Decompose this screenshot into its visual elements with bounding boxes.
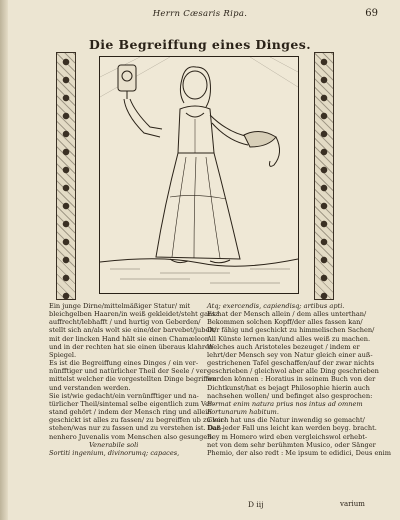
verse-line: Sortiti ingenium, divinorumq; capaces, — [49, 448, 180, 457]
signature-mark: D iij — [248, 500, 264, 509]
text-line: gestrichenen Tafel geschaffen/auf der zwar nichts — [207, 359, 375, 368]
text-line: werden können : Horatius in seinem Buch von der — [207, 375, 376, 384]
page-number: 69 — [365, 8, 378, 19]
catchword: varium — [340, 500, 365, 508]
text-line: Daß jeder Fall uns leicht kan werden beyg. bracht. — [207, 424, 377, 433]
running-head: Herrn Cæsaris Ripa. — [152, 9, 248, 19]
verse-line: Format enim natura prius nos intus ad omnem — [207, 399, 363, 408]
text-line: Es hat der Mensch allein / dem alles unterthan/ — [207, 310, 367, 319]
text-line: stellt sich an/als wolt sie eine/der barvebet/jubelt/ — [49, 326, 217, 335]
text-line: nünfftiger und natürlicher Theil der Seele / ver- — [49, 367, 209, 376]
text-column-left — [49, 302, 226, 457]
text-line: Welches auch Aristoteles bezeuget / indem er — [207, 342, 360, 351]
text-line: mit der lincken Hand hält sie einen Chamæleon — [49, 334, 210, 343]
text-line: Es ist die Begreiffung eines Dinges / ein ver- — [49, 359, 199, 368]
text-line: stehen/was nur zu fassen und zu verstehen ist. Dan- — [49, 424, 224, 433]
text-line: Sie ist/wie gedacht/ein vernünfftiger und na- — [49, 391, 199, 400]
plate-title: Die Begreiffung eines Dinges. — [89, 37, 311, 52]
text-line: Bey m Homero wird eben vergleichswol erhebt- — [207, 432, 368, 441]
ornamental-border-left — [56, 52, 76, 300]
text-line: bleichgelben Haaren/in weiß gekleidet/steht gantz — [49, 310, 219, 319]
verse-line: Venerabile soli — [89, 440, 139, 449]
text-line: stand gehört / indem der Mensch ring und allein — [49, 408, 212, 417]
text-line: mittelst welcher die vorgestellten Dinge begriffen — [49, 375, 217, 384]
text-line: und in der rechten hat sie einen überaus klahren — [49, 342, 214, 351]
text-line: geschickt ist alles zu fassen/ zu begreiffen ub zu ver- — [49, 416, 226, 425]
ornamental-border-right — [314, 52, 334, 300]
text-line: Der fähig und geschickt zu himmelischen Sachen/ — [207, 326, 375, 335]
text-line: Spiegel. — [49, 350, 77, 359]
verse-line: Fortunarum habitum. — [207, 408, 279, 417]
text-line: lehrt/der Mensch sey von Natur gleich einer auß- — [207, 350, 373, 359]
text-line: nachsehen wollen/ und befinget also gesprochen: — [207, 391, 373, 400]
text-column-right — [207, 302, 391, 457]
woodcut-figure-image — [100, 57, 298, 293]
verse-line: Atq; exercendis, capiendisq; artibus apti. — [207, 302, 345, 310]
text-line: türlicher Theil/sintemal selbe eigentlich zum Ver- — [49, 399, 215, 408]
page-gutter-shadow — [0, 0, 8, 520]
text-line: Bekommen solchen Kopff/der alles fassen kan/ — [207, 318, 363, 327]
text-line: auffrecht/lebhafft / und hurtig von Geberden/ — [49, 318, 201, 327]
woodcut-illustration — [99, 56, 299, 294]
text-line: All Künste lernen kan/und alles weiß zu machen. — [207, 334, 371, 343]
text-line: Phemio, der also redt : Me ipsum te edidici, Deus enim — [207, 448, 391, 457]
text-line: geschrieben / gleichwol aber alle Ding geschrieben — [207, 367, 379, 376]
text-line: nenhero Juvenalis vom Menschen also gesungen: — [49, 432, 214, 441]
text-line: Ein junge Dirne/mittelmäßiger Statur/ mit — [49, 302, 191, 310]
text-line: Dichtkunst/hat es bejagt Philosophie hierin auch — [207, 383, 370, 392]
text-line: net von dem sehr berühmten Musico, oder Sänger — [207, 440, 376, 449]
text-line: und verstanden werden. — [49, 383, 131, 392]
text-line: Gleich hat uns die Natur inwendig so gemacht/ — [207, 416, 365, 425]
